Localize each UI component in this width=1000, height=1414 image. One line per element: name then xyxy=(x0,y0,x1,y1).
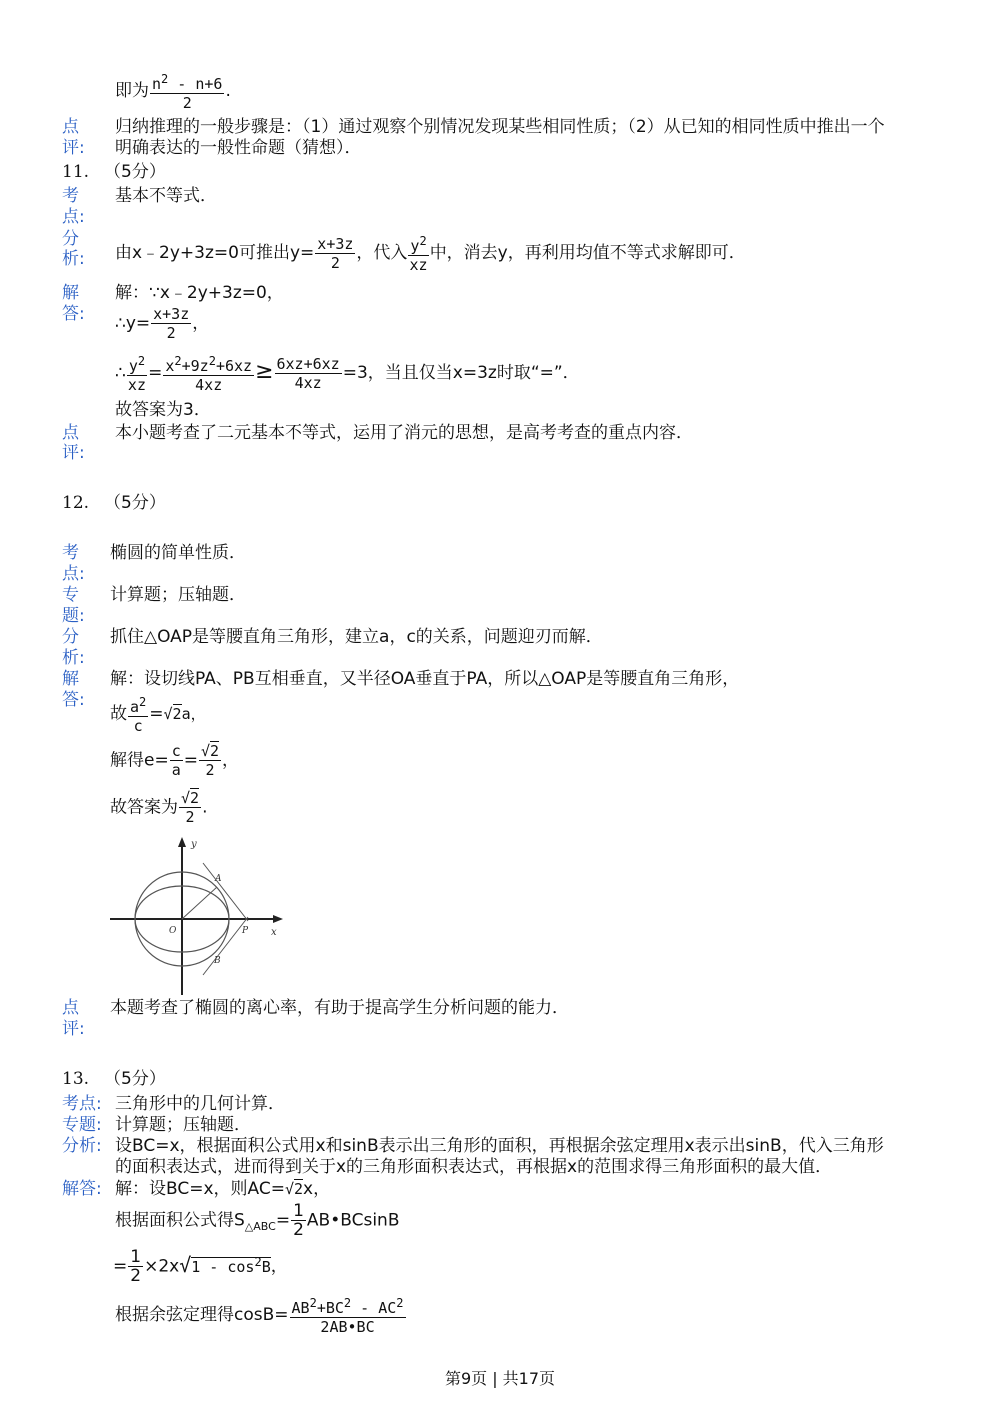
s13-sol-line3-frac xyxy=(128,1248,143,1285)
s13-sol-line1-sqrt-val: 2 xyxy=(294,1180,304,1198)
s12-sol-line3-eq: = xyxy=(183,750,198,771)
s13-sol-line4-frac xyxy=(290,1294,406,1336)
s12-sol-line2-sqrt-val: 2 xyxy=(172,705,182,723)
s11-comment-label-2: 评: xyxy=(62,443,85,463)
s11-fenxi-frac1-den: 2 xyxy=(330,253,340,272)
s12-sol-line3-sqrt: 2 xyxy=(210,742,220,760)
s11-sol-line3-frac2 xyxy=(163,352,254,394)
s10-frac-den: 2 xyxy=(182,94,192,112)
s13-sol-line3-d: ， xyxy=(270,1256,288,1277)
s11-score: （5分） xyxy=(104,162,166,182)
s11-fenxi-label-2: 析: xyxy=(62,249,85,269)
s12-sol-line3-f1-den: a xyxy=(171,761,181,779)
s11-sol-line3-f3-num: 6xz+6xz xyxy=(276,354,340,373)
s12-sol-line2 xyxy=(110,693,206,735)
s13-sol-line3 xyxy=(113,1248,288,1285)
s13-sol-line4-num-c: - AC xyxy=(351,1299,397,1317)
s13-zhuanti: 计算题；压轴题． xyxy=(115,1115,251,1135)
s13-sol-line1-b: x， xyxy=(303,1179,331,1199)
s13-sol-line4-a: 根据余弦定理得cosB= xyxy=(115,1305,289,1325)
s13-sol-line4-exp2: 2 xyxy=(343,1296,352,1310)
fig-label-x: x xyxy=(271,927,277,938)
s12-comment-label-1: 点 xyxy=(62,998,79,1018)
s13-sol-line3-num: 1 xyxy=(130,1247,142,1267)
s11-fenxi-frac2 xyxy=(408,232,428,274)
ellipse-figure xyxy=(105,835,290,1000)
s11-sol-line3-f2-exp1: 2 xyxy=(174,354,182,368)
s11-sol-line3-f2-a: x xyxy=(165,357,175,375)
s13-score: （5分） xyxy=(104,1069,166,1089)
s13-sol-line3-eq: = xyxy=(113,1256,128,1277)
s12-fenxi-label-2: 析: xyxy=(62,648,85,668)
s11-sol-line3-f1-den: xz xyxy=(127,376,146,394)
s12-sol-line3-den: 2 xyxy=(205,761,215,779)
s13-sol-line2-b: AB•BCsinB xyxy=(306,1210,400,1231)
s13-kaodian-label: 考点: xyxy=(62,1094,102,1114)
s11-fenxi-frac1 xyxy=(315,235,355,272)
s12-zhuanti: 计算题；压轴题． xyxy=(110,585,246,605)
s12-zhuanti-label-2: 题: xyxy=(62,606,85,626)
s12-zhuanti-label-1: 专 xyxy=(62,585,79,605)
s13-sol-line4-exp1: 2 xyxy=(309,1296,317,1310)
s13-fenxi-label: 分析: xyxy=(62,1136,102,1156)
s11-fenxi-b: ，代入 xyxy=(356,243,408,263)
s13-sol-line3-sqrt-a: 1 - cos xyxy=(191,1257,255,1276)
s11-sol-line3-f2-b: +9z xyxy=(181,357,209,375)
s11-sol-line4: 故答案为3． xyxy=(115,400,211,420)
s11-fenxi-label-1: 分 xyxy=(62,229,79,249)
s12-sol-line3 xyxy=(110,742,239,779)
s12-sol-line3-frac2: $\frac{√2}{2}$ xyxy=(200,742,220,779)
s11-jieda-label-2: 答: xyxy=(62,304,85,324)
s11-fenxi xyxy=(115,232,746,274)
fig-label-a: A xyxy=(215,874,222,884)
s12-sol-line4-den: 2 xyxy=(185,808,195,826)
s11-sol-line3-f1-num: y xyxy=(128,357,138,375)
s12-jieda-label-1: 解 xyxy=(62,669,79,689)
s11-comment: 本小题考查了二元基本不等式，运用了消元的思想，是高考考查的重点内容． xyxy=(115,423,693,443)
s13-sol-line3-b: ×2x xyxy=(144,1256,180,1277)
s13-sol-line2-eq: = xyxy=(275,1210,291,1231)
s11-sol-line2-a: ∴y= xyxy=(115,313,151,334)
s11-sol-line3-f1-exp: 2 xyxy=(137,354,146,368)
s11-sol-line2-num: x+3z xyxy=(153,305,190,323)
s10-conclusion xyxy=(115,70,231,112)
s11-sol-line3-b: =3，当且仅当x=3z时取“=”． xyxy=(342,363,580,383)
s11-sol-line2-den: 2 xyxy=(166,324,176,342)
s12-sol-line1: 解：设切线PA、PB互相垂直，又半径OA垂直于PA，所以△OAP是等腰直角三角形， xyxy=(110,669,740,689)
s11-fenxi-a: 由x﹣2y+3z=0可推出y= xyxy=(115,243,315,263)
fig-label-b: B xyxy=(214,956,221,966)
s10-comment-line2: 明确表达的一般性命题（猜想）． xyxy=(115,138,362,158)
s13-sol-line4-num-b: +BC xyxy=(316,1299,344,1317)
s13-sol-line4-den: 2AB•BC xyxy=(320,1318,375,1336)
s12-sol-line2-c: a， xyxy=(181,705,206,723)
s11-sol-line3-f2-c: +6xz xyxy=(215,357,253,375)
s11-sol-line3-f3-den: 4xz xyxy=(294,373,322,392)
s13-sol-line4-exp3: 2 xyxy=(396,1296,404,1310)
s11-sol-line3-f2-exp2: 2 xyxy=(208,354,216,368)
s12-sol-line3-f1-num: c xyxy=(171,742,181,760)
s13-fenxi-line2: 的面积表达式，进而得到关于x的三角形面积表达式，再根据x的范围求得三角形面积的最大值． xyxy=(115,1157,833,1177)
s12-comment-label-2: 评: xyxy=(62,1019,85,1039)
s11-fenxi-frac2-den: xz xyxy=(409,256,428,274)
s12-sol-line4-a: 故答案为 xyxy=(110,797,178,818)
s11-sol-line3 xyxy=(115,352,580,394)
s10-conclusion-end: . xyxy=(225,81,231,101)
s10-conclusion-prefix: 即为 xyxy=(115,81,149,101)
s11-fenxi-c: 中，消去y，再利用均值不等式求解即可． xyxy=(429,243,746,263)
s13-sol-line3-c: B xyxy=(261,1257,271,1276)
s11-comment-label-1: 点 xyxy=(62,423,79,443)
s13-sol-line2-sub: △ABC xyxy=(244,1219,276,1233)
s12-score: （5分） xyxy=(104,493,166,513)
s11-fenxi-frac2-num: y xyxy=(410,237,420,255)
s11-sol-line3-frac1 xyxy=(127,352,147,394)
s12-sol-line4-b: . xyxy=(202,797,208,818)
s11-kaodian-label-1: 考 xyxy=(62,186,79,206)
s13-kaodian: 三角形中的几何计算． xyxy=(115,1094,285,1114)
s13-sol-line4-num-a: AB xyxy=(291,1299,310,1317)
s12-sol-line3-frac1 xyxy=(170,742,183,779)
s12-sol-line3-b: ， xyxy=(222,750,240,771)
s11-sol-line3-frac3 xyxy=(275,355,342,392)
s12-sol-line2-a: 故 xyxy=(110,704,127,724)
page-footer: 第9页 | 共17页 xyxy=(444,1369,556,1388)
s11-sol-line2 xyxy=(115,305,209,342)
s13-sol-line3-sqrt: $√1 - \cos^2B$ xyxy=(179,1252,271,1277)
s12-number: 12. xyxy=(62,493,90,513)
s12-sol-line2-frac xyxy=(128,693,148,735)
s13-sol-line1-a: 解：设BC=x，则AC= xyxy=(115,1179,285,1199)
s12-sol-line2-b: = xyxy=(149,704,164,724)
s11-sol-line3-a: ∴ xyxy=(115,363,126,383)
s13-sol-line3-den: 2 xyxy=(130,1266,142,1286)
s11-kaodian: 基本不等式． xyxy=(115,186,217,206)
s13-number: 13. xyxy=(62,1069,90,1089)
s11-sol-line3-eq: = xyxy=(148,363,163,383)
s12-sol-line2-num: a xyxy=(130,698,140,716)
s11-number: 11. xyxy=(62,162,90,182)
s12-sol-line3-a: 解得e= xyxy=(110,750,169,771)
x-axis-arrow xyxy=(273,915,283,923)
s13-sol-line2-frac xyxy=(291,1202,306,1239)
s10-comment-label-2: 评: xyxy=(62,138,85,158)
s12-fenxi-label-1: 分 xyxy=(62,627,79,647)
s13-zhuanti-label: 专题: xyxy=(62,1115,102,1135)
s11-fenxi-frac1-num: x+3z xyxy=(317,234,354,253)
s13-sol-line1 xyxy=(115,1179,330,1199)
s11-sol-line3-ge: ≥ xyxy=(255,359,274,384)
s11-sol-line1: 解：∵x﹣2y+3z=0， xyxy=(115,283,284,303)
s12-sol-line4-sqrt: 2 xyxy=(190,789,200,807)
s12-comment: 本题考查了椭圆的离心率，有助于提高学生分析问题的能力． xyxy=(110,998,569,1018)
s12-kaodian-label-1: 考 xyxy=(62,543,79,563)
fig-label-p: P xyxy=(242,926,249,936)
s12-kaodian: 椭圆的简单性质． xyxy=(110,543,246,563)
s12-fenxi: 抓住△OAP是等腰直角三角形，建立a，c的关系，问题迎刃而解． xyxy=(110,627,603,647)
s11-sol-line2-frac xyxy=(151,305,191,342)
s13-sol-line4 xyxy=(115,1294,407,1336)
radius-oa xyxy=(182,887,217,919)
s11-fenxi-frac2-exp: 2 xyxy=(419,234,427,248)
s12-sol-line2-exp: 2 xyxy=(139,695,147,709)
s11-jieda-label-1: 解 xyxy=(62,283,79,303)
s13-fenxi-line1: 设BC=x，根据面积公式用x和sinB表示出三角形的面积，再根据余弦定理用x表示出sinB，代入三角形 xyxy=(115,1136,884,1156)
s10-frac-num-a: n xyxy=(152,75,162,93)
s10-fraction xyxy=(150,70,224,112)
s13-jieda-label: 解答: xyxy=(62,1179,102,1199)
s13-sol-line2 xyxy=(115,1202,399,1239)
s10-frac-exp: 2 xyxy=(161,72,169,86)
s13-sol-line2-den: 2 xyxy=(293,1220,304,1240)
s13-sol-line3-exp: 2 xyxy=(254,1254,262,1269)
s12-sol-line4-frac: $\frac{√2}{2}$ xyxy=(181,789,200,826)
s12-kaodian-label-2: 点: xyxy=(62,564,85,584)
s11-sol-line2-b: ， xyxy=(192,313,210,334)
s10-comment-line1: 归纳推理的一般步骤是：（1）通过观察个别情况发现某些相同性质；（2）从已知的相同性质中推出一个 xyxy=(115,117,885,137)
s11-sol-line3-f2-den: 4xz xyxy=(195,376,223,394)
fig-label-y: y xyxy=(191,839,197,850)
s13-sol-line1-sqrt: √2 xyxy=(284,1180,304,1198)
s12-sol-line2-sqrt: √2 xyxy=(163,705,182,723)
s12-jieda-label-2: 答: xyxy=(62,690,85,710)
s12-sol-line4 xyxy=(110,789,207,826)
s11-kaodian-label-2: 点: xyxy=(62,207,85,227)
fig-label-o: O xyxy=(169,926,177,936)
s10-comment-label-1: 点 xyxy=(62,117,79,137)
s13-sol-line2-a: 根据面积公式得S xyxy=(115,1210,245,1231)
s10-frac-num-b: - n+6 xyxy=(168,75,223,93)
s12-sol-line2-den: c xyxy=(133,717,143,735)
s13-sol-line2-num: 1 xyxy=(293,1201,304,1221)
y-axis-arrow xyxy=(178,837,186,847)
